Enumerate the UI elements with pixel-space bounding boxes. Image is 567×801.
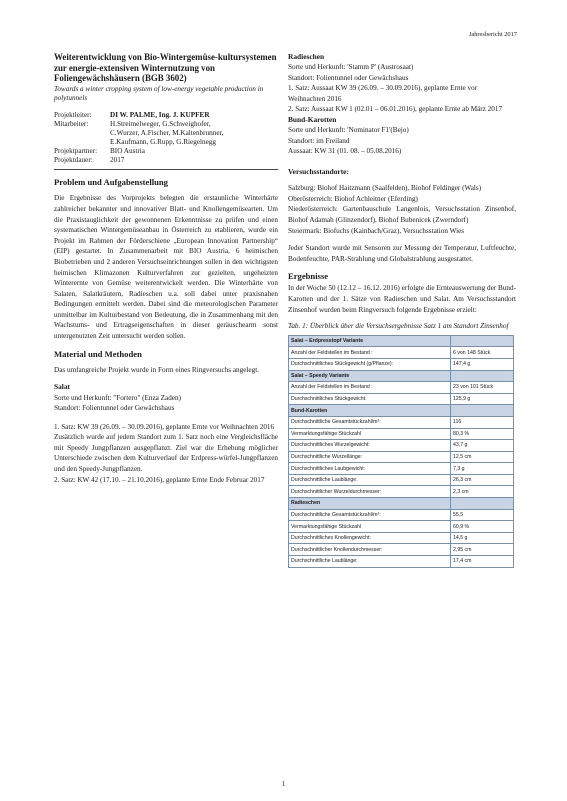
table-cell-label: Durchschnittlicher Knollendurchmesser:: [289, 544, 451, 556]
meta-label: Mitarbeiter:: [54, 119, 89, 128]
table-cell-label: Durchschnittliche Gesamtstückzahl/m²:: [289, 509, 451, 521]
table-row: [289, 486, 514, 498]
table-cell-label: Durchschnittliches Stückgewicht (g/Pflanze):: [289, 358, 451, 370]
table-cell-value: [451, 498, 514, 510]
problem-text: Die Ergebnisse des Vorprojekts belegten die erstaunliche Winterhärte zahlreicher bekannter und innovativer Blatt- und Knollengemüsearten. Um die Praxistauglichkeit der gewonnenen Erkenntnisse zu prüfen und einen systematischen Wintergemüseanbau in Österreich zu etablieren, wurde ein Projekt im Rahmen der Förderschiene „European Innovation Partnership“ (EIP) gestartet. In Zusammenarbeit mit BIO Austria, 6 heimischen Biobetrieben und 2 anderen Versuchseinrichtungen sollen in den wichtigsten heimischen Klimazonen Kulturverfahren zur gezielten, ungeheizten Winterernte von Gemüse weiterentwickelt werden. Die Winterhärte von Salaten, Salatkräutern, Radieschen u.a. soll dabei unter praxisnahen Bedingungen ermittelt werden. Dabei sind die meteorologischen Parameter unmittelbar im Kulturbestand von Bedeutung, die in Zusammenhang mit den Wachstums- und Ertragseigenschaften in dieser geräuschearm sonst untergenutzten Zeit untersucht werden sollen.: [54, 194, 278, 341]
table-cell-value: [451, 335, 514, 347]
divider: [54, 169, 278, 170]
problem-heading: Problem und Aufgabenstellung: [54, 177, 168, 188]
table-section-row: [289, 405, 514, 417]
standorte-text: Salzburg: Biohof Haitzmann (Saalfelden), Biohof Feldinger (Wals) Oberösterreich: Biohof Achleitner (Eferding) Niederösterreich: Gartenbauschule Langenlois, Versuchsstation Zinsenhof, Biohof Adamah (Glinzendorf), Biohof Bubenicek (Zwerndorf) Steiermark: Biofuchs (Kainbach/Graz), Versuchsstation Wies: [288, 184, 516, 235]
table-cell-value: 55,5: [451, 509, 514, 521]
meta-value: 2017: [110, 156, 125, 165]
table-cell-value: 125,9 g: [451, 393, 514, 405]
report-header: Jahresbericht 2017: [468, 31, 517, 38]
table-row: [289, 416, 514, 428]
table-cell-label: Durchschnittliches Knollengewicht:: [289, 532, 451, 544]
project-meta: [54, 111, 278, 166]
radieschen-lines: Sorte und Herkunft: 'Stamm P' (Austrosaat) Standort: Folientunnel oder Gewächshaus 1. Satz: Aussaat KW 39 (26.09. – 30.09.2016), geplante Ernte vor Weihnachten 2016 2. Satz: Aussaat KW 1 (02.01 – 06.01.2016), geplante Ernte ab März 2017: [288, 63, 503, 114]
article-subtitle: Towards a winter cropping system of low-energy vegetable production in polytunnels: [54, 84, 264, 102]
table-cell-label: Durchschnittliche Wurzellänge:: [289, 451, 451, 463]
left-column: [54, 52, 278, 492]
methods-text: Das umfangreiche Projekt wurde in Form eines Ringversuchs angelegt.: [54, 365, 259, 374]
meta-value: H.Streimelweger, G.Schweighofer, C.Wurzer, A.Fischer, M.Kaltenbrunner, E.Kaufmann, G.Rupp, G.Riegelnegg: [110, 119, 224, 147]
table-cell-label: Radieschen: [289, 498, 451, 510]
table-row: [289, 532, 514, 544]
table-cell-value: 23 von 101 Stück: [451, 382, 514, 394]
right-column: [288, 52, 516, 568]
table-row: [289, 382, 514, 394]
meta-value: BIO Austria: [110, 147, 145, 156]
table-caption: Tab. 1: Überblick über die Versuchsergebnisse Satz 1 am Standort Zinsenhof: [288, 322, 509, 331]
table-row: [289, 428, 514, 440]
table-cell-value: 147,4 g: [451, 358, 514, 370]
table-cell-label: Vermarktungsfähige Stückzahl: [289, 428, 451, 440]
article-title: Weiterentwicklung von Bio-Wintergemüse-kultursystemen zur energie-extensiven Winternutzung von Foliengewächshäusern (BGB 3602): [54, 52, 277, 84]
table-cell-value: 2,95 cm: [451, 544, 514, 556]
meta-value: DI W. PALME, Ing. J. KUPFER: [110, 110, 210, 119]
table-cell-label: Durchschnittliches Wurzelgewicht:: [289, 440, 451, 452]
table-cell-label: Anzahl der Feldstellen im Bestand :: [289, 382, 451, 394]
table-cell-label: Anzahl der Feldstellen im Bestand :: [289, 347, 451, 359]
table-row: [289, 463, 514, 475]
table-cell-value: 7,3 g: [451, 463, 514, 475]
table-row: [289, 347, 514, 359]
page-number: 1: [281, 780, 286, 788]
table-cell-value: 80,3 %: [451, 428, 514, 440]
salat-heading: Salat: [54, 382, 71, 392]
meta-label: Projektpartner:: [54, 147, 98, 156]
table-cell-value: [451, 370, 514, 382]
table-row: [289, 358, 514, 370]
table-cell-label: Durchschnittliche Gesamtstückzahl/m²:: [289, 416, 451, 428]
karotten-lines: Sorte und Herkunft: 'Nominator F1'(Bejo) Standort: im Freiland Aussaat: KW 31 (01. 08. – 05.08.2016): [288, 126, 409, 156]
table-cell-value: [451, 405, 514, 417]
sensor-text: Jeder Standort wurde mit Sensoren zur Messung der Temperatur, Luftfeuchte, Bodenfeuchte, PAR-Strahlung und Globalstrahlung ausgestattet.: [288, 244, 516, 263]
table-cell-label: Durchschnittliche Laublänge:: [289, 474, 451, 486]
table-cell-value: 6 von 148 Stück: [451, 347, 514, 359]
ergebnisse-heading: Ergebnisse: [288, 271, 329, 282]
table-row: [289, 544, 514, 556]
table-cell-label: Salat – Speedy Variante: [289, 370, 451, 382]
table-cell-value: 26,3 cm: [451, 474, 514, 486]
table-row: [289, 440, 514, 452]
table-cell-value: 43,7 g: [451, 440, 514, 452]
table-cell-label: Durchschnittliches Stückgewicht:: [289, 393, 451, 405]
table-row: [289, 556, 514, 568]
table-cell-value: 60,9 %: [451, 521, 514, 533]
meta-label: Projektdauer:: [54, 156, 93, 165]
table-cell-label: Bund-Karotten: [289, 405, 451, 417]
table-cell-label: Durchschnittlicher Wurzeldurchmesser:: [289, 486, 451, 498]
table-section-row: [289, 335, 514, 347]
table-cell-value: 2,3 cm: [451, 486, 514, 498]
ergebnisse-text: In der Woche 50 (12.12 – 16.12. 2016) erfolgte die Ernteauswertung der Bund-Karotten und der 1. Sätze von Radieschen und Salat. Am Versuchsstandort Zinsenhof wurden beim Ringversuch folgende Ergebnisse erzielt:: [288, 284, 516, 314]
table-row: [289, 451, 514, 463]
table-cell-value: 14,5 g: [451, 532, 514, 544]
table-cell-label: Durchschnittliches Laubgewicht:: [289, 463, 451, 475]
table-section-row: [289, 498, 514, 510]
table-section-row: [289, 370, 514, 382]
table-row: [289, 474, 514, 486]
meta-label: Projektleiter:: [54, 110, 92, 119]
radieschen-heading: Radieschen: [288, 52, 325, 61]
table-cell-label: Salat – Erdpresstopf Variante: [289, 335, 451, 347]
table-cell-label: Durchschnittliche Laublänge:: [289, 556, 451, 568]
table-cell-value: 17,4 cm: [451, 556, 514, 568]
methods-heading: Material und Methoden: [54, 348, 142, 359]
standorte-heading: Versuchsstandorte:: [288, 166, 349, 176]
karotten-heading: Bund-Karotten: [288, 114, 337, 124]
table-row: [289, 393, 514, 405]
results-table: [288, 335, 514, 568]
table-cell-value: 116: [451, 416, 514, 428]
table-row: [289, 509, 514, 521]
table-row: [289, 521, 514, 533]
salat-lines: Sorte und Herkunft: "Fortero" (Enza Zaden) Standort: Folientunnel oder Gewächshaus: [54, 393, 182, 413]
table-cell-value: 12,5 cm: [451, 451, 514, 463]
salat-text: 1. Satz: KW 39 (26.09. – 30.09.2016), geplante Ernte vor Weihnachten 2016 Zusätzlich wurde auf jedem Standort zum 1. Satz noch eine Vergleichsfläche mit Speedy Jungpflanzen ausgepflanzt. Ziel war die Erhebung möglicher Unterschiede zwischen dem Kulturverlauf der Erdpress-würfel-Jungpflanzen und den Speedy-Jungpflanzen. 2. Satz: KW 42 (17.10. – 21.10.2016), geplante Ernte Ende Februar 2017: [54, 422, 278, 484]
table-cell-label: Vermarktungsfähige Stückzahl: [289, 521, 451, 533]
